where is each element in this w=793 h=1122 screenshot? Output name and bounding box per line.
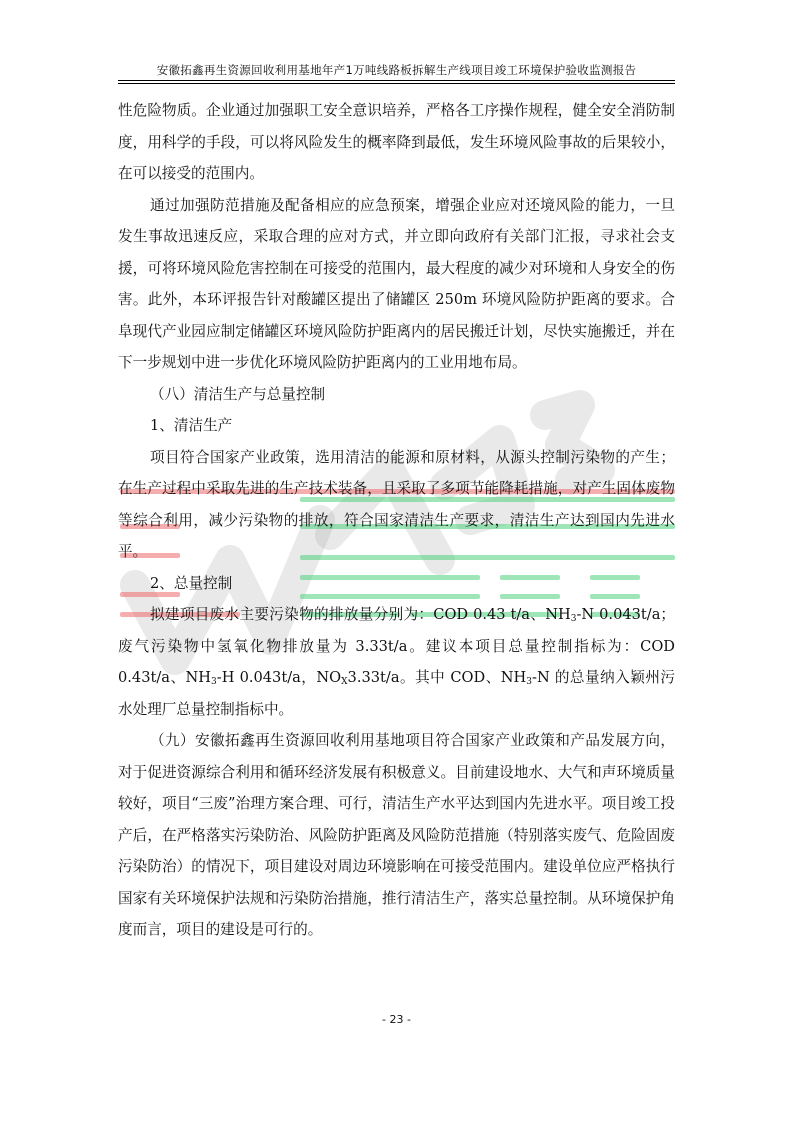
paragraph-emergency-plan: 通过加强防范措施及配备相应的应急预案，增强企业应对还境风险的能力，一旦发生事故迅速反应，采取合理的应对方式，并立即向政府有关部门汇报，寻求社会支援，可将环境风险危害控制在可接受的范围内，最大程度的减少对环境和人身安全的伤害。此外，本环评报告针对酸罐区提出了储罐区 250m 环境风险防护距离的要求。合阜现代产业园应制定储罐区环境风险防护距离内的居民搬迁计划，尽快实施搬迁，并在下一步规划中进一步优化环境风险防护距离内的工业用地布局。 — [118, 196, 675, 371]
page-number: - 23 - — [382, 1013, 411, 1026]
paragraph-clean-production: 项目符合国家产业政策，选用清洁的能源和原材料，从源头控制污染物的产生；在生产过程中采取先进的生产技术装备，且采取了多项节能降耗措施，对产生固体废物等综合利用，减少污染物的排放，符合国家清洁生产要求，清洁生产达到国内先进水平。 — [118, 448, 675, 560]
report-body — [118, 95, 675, 946]
subheading-total-control: 2、总量控制 — [150, 574, 233, 592]
subheading-clean-production: 1、清洁生产 — [150, 417, 233, 434]
paragraph-total-control: 拟建项目废水主要污染物的排放量分别为：COD 0.43 t/a、$NH_3-N$ 0.043t/a；废气污染物中氢氧化物排放量为 3.33t/a。建议本项目总量控制指标为：COD 0.43t/a、$NH_3-H$ 0.043t/a，$NO_X3.33t/a$。其中 COD、$NH_3-N$ 的总量纳入颖州污水处理厂总量控制指标中。 — [118, 606, 675, 718]
section-heading-clean-production-total-control: （八）清洁生产与总量控制 — [150, 385, 326, 403]
page-header-title: 安徽拓鑫再生资源回收利用基地年产1万吨线路板拆解生产线项目竣工环境保护验收监测报告 — [156, 63, 637, 77]
header-rule-thick — [118, 80, 675, 81]
paragraph-conclusion: （九）安徽拓鑫再生资源回收利用基地项目符合国家产业政策和产品发展方向，对于促进资源综合利用和循环经济发展有积极意义。目前建设地水、大气和声环境质量较好，项目“三废”治理方案合理、可行，清洁生产水平达到国内先进水平。项目竣工投产后，在严格落实污染防治、风险防护距离及风险防范措施（特别落实废气、危险固废污染防治）的情况下，项目建设对周边环境影响在可接受范围内。建设单位应严格执行国家有关环境保护法规和污染防治措施，推行清洁生产，落实总量控制。从环境保护角度而言，项目的建设是可行的。 — [118, 732, 675, 938]
paragraph-risk-continuation: 性危险物质。企业通过加强职工安全意识培养，严格各工序操作规程，健全安全消防制度，用科学的手段，可以将风险发生的概率降到最低，发生环境风险事故的后果较小，在可以接受的范围内。 — [118, 102, 675, 182]
header-rule-thin — [118, 83, 675, 84]
